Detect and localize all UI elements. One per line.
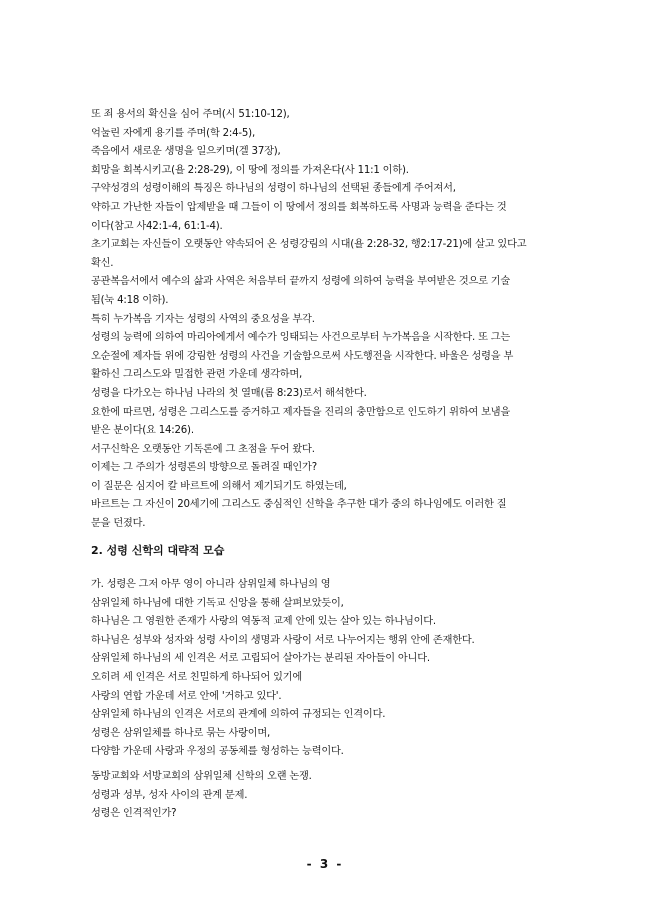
text-line: 삼위일체 하나님에 대한 기독교 신앙을 통해 살펴보았듯이, [91, 597, 344, 609]
text-line: 받은 분이다(요 14:26). [91, 425, 194, 437]
text-line: 다양함 가운데 사랑과 우정의 공동체를 형성하는 능력이다. [91, 746, 344, 758]
text-line: 삼위일체 하나님의 인격은 서로의 관계에 의하여 규정되는 인격이다. [91, 709, 386, 721]
text-line: 하나님은 그 영원한 존재가 사랑의 역동적 교제 안에 있는 살아 있는 하나님이다. [91, 616, 436, 628]
text-line: 문을 던졌다. [91, 518, 146, 530]
text-line: 하나님은 성부와 성자와 성령 사이의 생명과 사랑이 서로 나누어지는 행위 안에 존재한다. [91, 634, 475, 646]
text-line: 요한에 따르면, 성령은 그리스도를 증거하고 제자들을 진리의 충만함으로 인도하기 위하여 보냄을 [91, 406, 511, 418]
text-line: 동방교회와 서방교회의 삼위일체 신학의 오랜 논쟁. [91, 771, 312, 782]
text-line: 특히 누가복음 기자는 성령의 사역의 중요성을 부각. [91, 313, 315, 325]
text-line: 성령과 성부, 성자 사이의 관계 문제. [91, 789, 248, 801]
text-line: 이다(참고 사42:1-4, 61:1-4). [91, 220, 223, 232]
text-line: 죽음에서 새로운 생명을 일으키며(겔 37장), [91, 146, 281, 158]
text-line: 이 질문은 심지어 칼 바르트에 의해서 제기되기도 하였는데, [91, 480, 347, 492]
text-line: 성령은 인격적인가? [91, 808, 177, 820]
text-line: 사랑의 연합 가운데 서로 안에 '거하고 있다'. [91, 690, 282, 702]
text-line: 서구신학은 오랫동안 기독론에 그 초점을 두어 왔다. [91, 443, 315, 455]
text-line: 억눌린 자에게 용기를 주며(학 2:4-5), [91, 127, 255, 139]
text-line: 확신. [91, 257, 114, 269]
text-line: 이제는 그 주의가 성령론의 방향으로 돌려질 때인가? [91, 462, 317, 474]
text-line: 공관복음서에서 예수의 삶과 사역은 처음부터 끝까지 성령에 의하여 능력을 부여받은 것으로 기술 [91, 276, 511, 288]
text-line: 가. 성령은 그저 아무 영이 아니라 삼위일체 하나님의 영 [91, 579, 331, 590]
body-paragraph-1 [91, 106, 563, 534]
body-paragraph-3 [91, 768, 563, 824]
text-line: 성령의 능력에 의하여 마리아에게서 예수가 잉태되는 사건으로부터 누가복음을 시작한다. 또 그는 [91, 332, 511, 344]
text-line: 활하신 그리스도와 밀접한 관련 가운데 생각하며, [91, 369, 303, 381]
text-line: 희망을 회복시키고(욜 2:28-29), 이 땅에 정의를 가져온다(사 11:1 이하). [91, 164, 409, 176]
section-heading: 2. 성령 신학의 대략적 모습 [91, 544, 225, 557]
text-line: 또 죄 용서의 확신을 심어 주며(시 51:10-12), [91, 109, 290, 120]
body-paragraph-2 [91, 576, 563, 762]
text-line: 됨(눅 4:18 이하). [91, 294, 169, 306]
text-line: 약하고 가난한 자들이 압제받을 때 그들이 이 땅에서 정의를 회복하도록 사명과 능력을 준다는 것 [91, 201, 507, 213]
text-line: 삼위일체 하나님의 세 인격은 서로 고립되어 살아가는 분리된 자아들이 아니다. [91, 653, 430, 665]
text-line: 구약성경의 성령이해의 특징은 하나님의 성령이 하나님의 선택된 종들에게 주어져서, [91, 183, 456, 195]
text-line: 초기교회는 자신들이 오랫동안 약속되어 온 성령강림의 시대(욜 2:28-32, 행2:17-21)에 살고 있다고 [91, 239, 527, 251]
text-line: 성령을 다가오는 하나님 나라의 첫 열매(롬 8:23)로서 해석한다. [91, 387, 367, 399]
text-line: 성령은 삼위일체를 하나로 묶는 사랑이며, [91, 727, 271, 739]
page-number: - 3 - [306, 857, 344, 871]
text-line: 오순절에 제자들 위에 강림한 성령의 사건을 기술함으로써 사도행전을 시작한다. 바울은 성령을 부 [91, 350, 514, 362]
text-line: 바르트는 그 자신이 20세기에 그리스도 중심적인 신학을 추구한 대가 중의 하나임에도 이러한 질 [91, 499, 507, 511]
text-line: 오히려 세 인격은 서로 친밀하게 하나되어 있기에 [91, 671, 303, 683]
